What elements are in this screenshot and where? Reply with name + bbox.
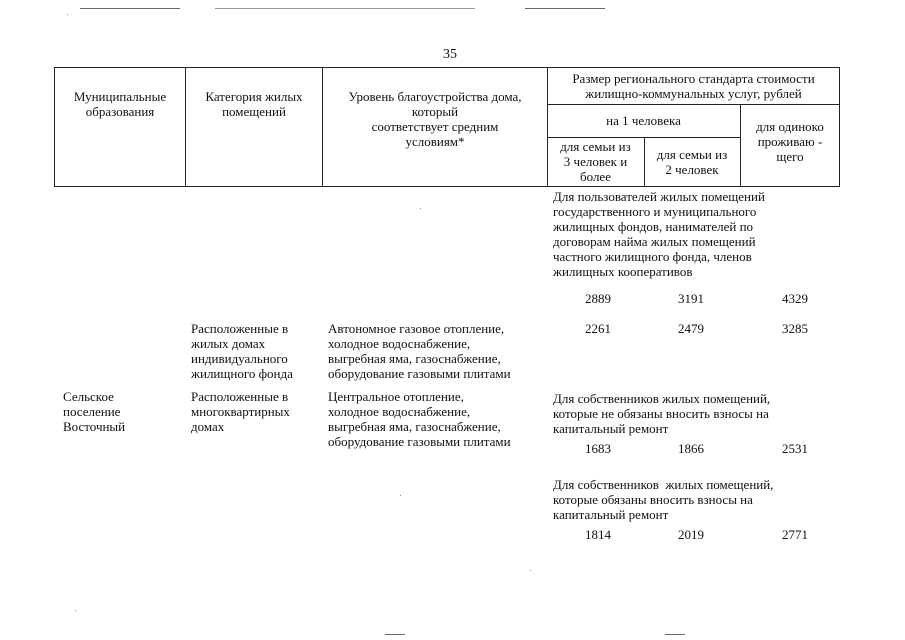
col-border-1 [185, 67, 186, 187]
header-single: для одиноко проживаю - щего [756, 119, 824, 164]
table-top-border [54, 67, 840, 68]
scan-speck [530, 570, 531, 571]
header-family-2: для семьи из 2 человек [656, 147, 728, 177]
value-not-obliged-single: 2531 [782, 441, 808, 456]
scan-line [385, 634, 405, 635]
header-standard-size: Размер регионального стандарта стоимости жилищно-коммунальных услуг, рублей [572, 71, 815, 101]
value-not-obliged-family2: 1866 [678, 441, 704, 456]
table-header-bottom-border [54, 186, 840, 187]
page-number: 35 [443, 47, 457, 62]
scan-speck [75, 610, 76, 611]
scan-speck [420, 208, 421, 209]
value-obliged-single: 2771 [782, 527, 808, 542]
section-owners-not-obliged-text: Для собственников жилых помещений, которые не обязаны вносить взносы на капитальный ремонт [553, 391, 771, 436]
municipality-name: Сельское поселение Восточный [63, 389, 126, 434]
value-obliged-family3: 1814 [585, 527, 611, 542]
value-individual-single: 3285 [782, 321, 808, 336]
value-users-family3: 2889 [585, 291, 611, 306]
value-users-family2: 3191 [678, 291, 704, 306]
scan-line [80, 8, 180, 9]
amenity-apartment: Центральное отопление, холодное водоснабжение, выгребная яма, газоснабжение, оборудование газовыми плитами [328, 389, 511, 449]
col-border-left [54, 67, 55, 187]
category-individual: Расположенные в жилых домах индивидуального жилищного фонда [191, 321, 293, 381]
header-amenity-level: Уровень благоустройства дома, который соответствует средним условиям* [348, 89, 522, 149]
section-owners-obliged-text: Для собственников жилых помещений, которые обязаны вносить взносы на капитальный ремонт [553, 477, 774, 522]
scan-line [215, 8, 475, 9]
value-individual-family3: 2261 [585, 321, 611, 336]
header-category: Категория жилых помещений [205, 89, 303, 119]
value-individual-family2: 2479 [678, 321, 704, 336]
scan-speck [67, 14, 68, 15]
header-family-3: для семьи из 3 человек и более [560, 139, 631, 184]
scan-line [525, 8, 605, 9]
subheader-border [547, 104, 840, 105]
scan-speck [400, 495, 401, 496]
value-obliged-family2: 2019 [678, 527, 704, 542]
header-per-person: на 1 человека [606, 113, 681, 128]
category-apartment: Расположенные в многоквартирных домах [191, 389, 290, 434]
value-users-single: 4329 [782, 291, 808, 306]
header-municipalities: Муниципальные образования [73, 89, 167, 119]
section-users-text: Для пользователей жилых помещений государственного и муниципального жилищных фондов, нанимателей по договорам найма жилых помещений частного жилищного фонда, членов жилищных кооперативов [553, 189, 765, 279]
value-not-obliged-family3: 1683 [585, 441, 611, 456]
scan-line [665, 634, 685, 635]
amenity-individual: Автономное газовое отопление, холодное водоснабжение, выгребная яма, газоснабжение, оборудование газовыми плитами [328, 321, 511, 381]
